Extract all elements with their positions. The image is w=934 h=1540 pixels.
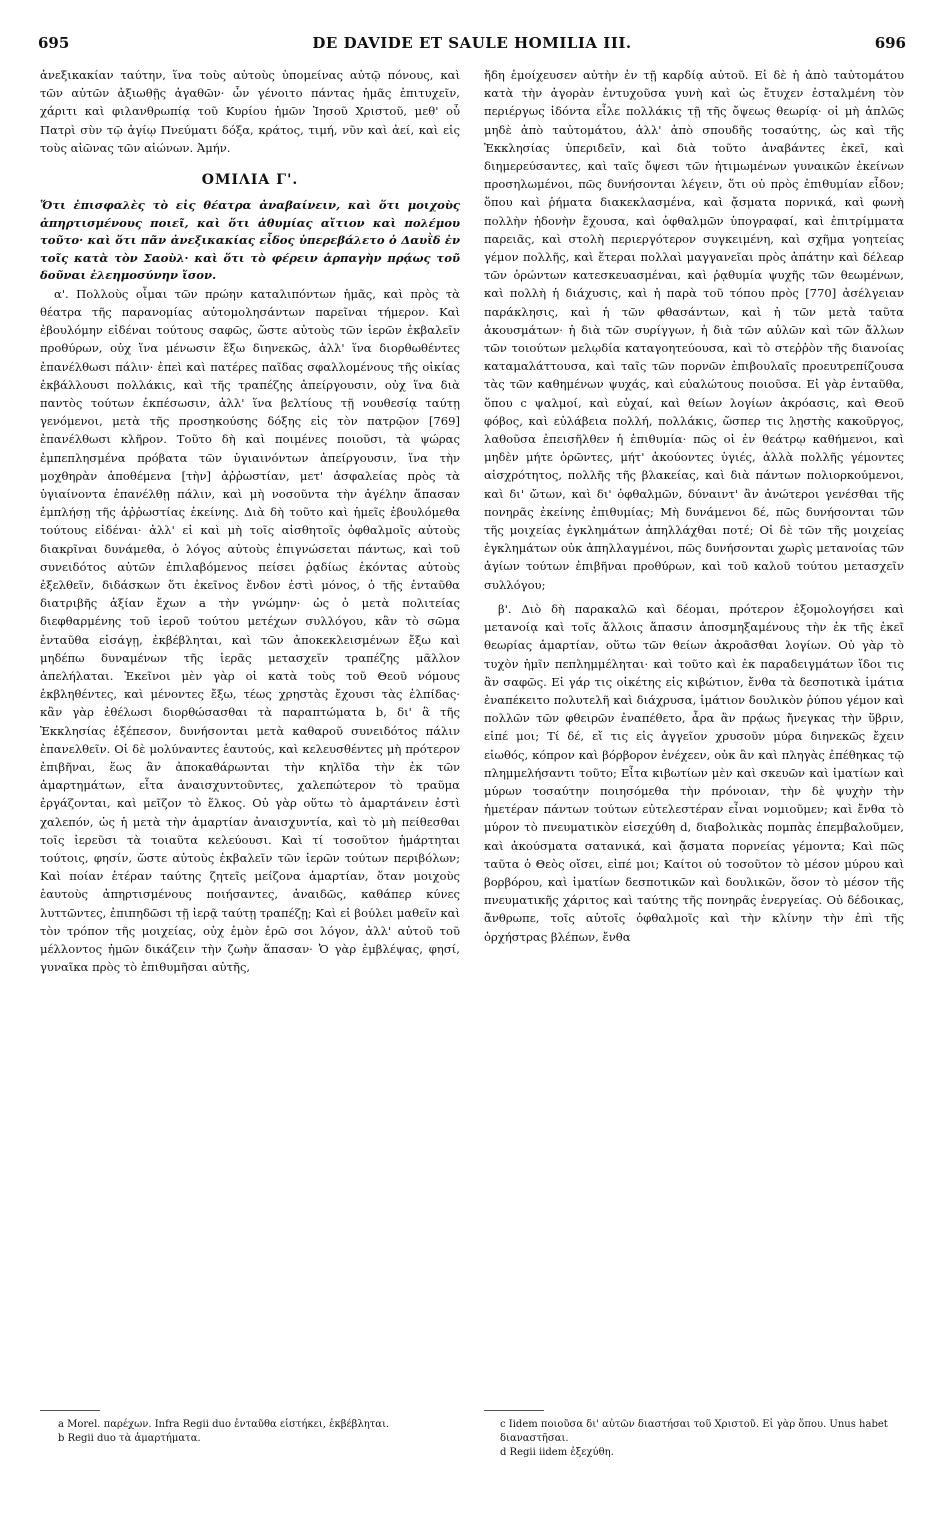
footnotes-right [500,1418,920,1460]
section-alpha: α'. Πολλοὺς οἶμαι τῶν πρώην καταλιπόντων ἡμᾶς, καὶ πρὸς τὰ θέατρα τῆς παρανομίας αὐτομολησάντων παρεῖναι τήμερον. Καὶ ἐβουλόμην εἰδέναι τούτους σαφῶς, ὥστε αὐτοὺς τῶν ἱερῶν ἐκβαλεῖν προθύρων, οὐχ ἵνα μένωσιν ἔξω διηνεκῶς, ἀλλ' ἵνα διορθωθέντες ἐπανέλθωσι πάλιν· ἐπεὶ καὶ πατέρες παῖδας σφαλλομένους τῆς οἰκίας ἐκβάλλουσι πολλάκις, καὶ τῆς τραπέζης ἀπείργουσιν, οὐχ ἵνα διὰ παντὸς τούτων ἐκπέσωσιν, ἀλλ' ἵνα βελτίους τῇ νουθεσίᾳ ταύτῃ γενόμενοι, μετὰ τῆς προσηκούσης δόξης εἰς τὸν πατρῷον [769] ἐπανέλθωσι κλῆρον. Τοῦτο δὴ καὶ ποιμένες ποιοῦσι, τὰ ψώρας ἐμπεπλησμένα πρόβατα τῶν ὑγιαινόντων ἀπείργουσιν, ἵνα τὴν μοχθηρὰν ἀποθέμενα [τὴν] ἀῤῥωστίαν, μετ' ἀσφαλείας πρὸς τὰ ὑγιαίνοντα ἐπανέλθῃ πάλιν, καὶ μὴ νοσοῦντα τὴν ἀγέλην ἅπασαν ἐμπλήσῃ τῆς ἀῤῥωστίας ἐκείνης. Διὰ δὴ τοῦτο καὶ ἡμεῖς ἐβουλόμεθα τούτους εἰδέναι· ἀλλ' εἰ καὶ μὴ τοῖς αἰσθητοῖς ὀφθαλμοῖς αὐτοὺς διακρῖναι δυνάμεθα, ὁ λόγος αὐτοὺς ἐπιγνώσεται πάντως, καὶ τοῦ συνειδότος αὐτῶν ἐπιλαβόμενος πείσει ῥᾳδίως ἑκόντας αὐτοὺς ἐξελθεῖν, διδάσκων ὅτι ἐκεῖνος ἔνδον ἐστὶ μόνος, ὁ τῆς ἐνταῦθα διατριβῆς ἀξίαν ἔχων a τὴν γνώμην· ὡς ὁ μετὰ πολιτείας διεφθαρμένης τοῦ ἱεροῦ τούτου μετέχων συλλόγου, κἂν τὸ σῶμα ἐνταῦθα εἰσάγῃ, ἐκβέβληται, καὶ τῶν ἀποκεκλεισμένων ἔξω καὶ μηδέπω δυναμένων τῆς ἱερᾶς μετασχεῖν τραπέζης μᾶλλον ἀπελήλαται. Ἐκεῖνοι μὲν γὰρ οἱ κατὰ τοὺς τοῦ Θεοῦ νόμους ἐκβληθέντες, καὶ μένοντες ἔξω, τέως χρηστὰς ἔχουσι τὰς ἐλπίδας· κἂν γὰρ ἐθέλωσι διορθώσασθαι τὰ παραπτώματα b, δι' ἃ τῆς Ἐκκλησίας ἐξέπεσον, δυνήσονται μετὰ καθαροῦ συνειδότος πάλιν ἐπανελθεῖν. Οἱ δὲ μολύναντες ἑαυτούς, καὶ κελευσθέντες μὴ πρότερον ἐπιβῆναι, ἕως ἂν ἀποκαθάρωνται τὴν κηλῖδα τὴν ἐκ τῶν ἁμαρτημάτων, εἶτα ἀναισχυντοῦντες, χαλεπώτερον τὸ τραῦμα ἐργάζονται, καὶ μεῖζον τὸ ἕλκος. Οὐ γὰρ οὕτω τὸ ἁμαρτάνειν ἐστὶ χαλεπόν, ὡς ἡ μετὰ τὴν ἁμαρτίαν ἀναισχυντία, καὶ τὸ μὴ πείθεσθαι τοῖς ἱερεῦσι τὰ τοιαῦτα κελεύουσι. Καὶ τί τοσοῦτον ἡμάρτηται τούτοις, φησίν, ὥστε αὐτοὺς ἐκβαλεῖν τῶν ἱερῶν τούτων περιβόλων; Καὶ ποίαν ἑτέραν ταύτης ζητεῖς μείζονα ἁμαρτίαν, ὅταν μοιχοὺς ἑαυτοὺς ἀπηρτισμένους ποιήσαντες, ἀναιδῶς, καθάπερ κύνες λυττῶντες, ἐπιπηδῶσι τῇ ἱερᾷ ταύτῃ τραπέζῃ; Καὶ εἰ βούλει μαθεῖν καὶ τὸν τρόπον τῆς μοιχείας, οὐχ ἐμὸν ἐρῶ σοι λόγον, ἀλλ' αὐτοῦ τοῦ μέλλοντος ἡμῶν δικάζειν τὴν ζωὴν ἅπασαν· Ὁ γὰρ ἐμβλέψας, φησί, γυναῖκα πρὸς τὸ ἐπιθυμῆσαι αὐτῆς, [40,286,460,975]
footnote-rule-left [40,1410,100,1411]
footnote: b Regii duo τὰ ἁμαρτήματα. [58,1433,201,1444]
footnote: c Iidem ποιοῦσα δι' αὐτῶν διαστήσαι τοῦ Χριστοῦ. Εἰ γὰρ ὅπου. Unus habet διαναστῆσαι. [500,1419,888,1444]
footnote: a Morel. παρέχων. Infra Regii duo ἐνταῦθα εἱστήκει, ἐκβέβληται. [58,1419,390,1430]
homily-heading: ΟΜΙΛΙΑ Γ'. [201,172,299,189]
left-column [40,66,460,976]
page-number-right: 696 [874,34,906,52]
continuation-paragraph: ἤδη ἐμοίχευσεν αὐτὴν ἐν τῇ καρδίᾳ αὐτοῦ. Εἰ δὲ ἡ ἀπὸ ταὐτομάτου κατὰ τὴν ἀγορὰν ἐντυχοῦσα γυνὴ καὶ ὡς ἔτυχεν ἐσταλμένη τὸν περιέργως ἰδόντα εἷλε πολλάκις τῇ τῆς ὄψεως θεωρίᾳ· οἱ μὴ ἁπλῶς μηδὲ ἀπὸ ταὐτομάτου, ἀλλ' ἀπὸ σπουδῆς τοσαύτης, ὡς καὶ τῆς Ἐκκλησίας ὑπεριδεῖν, καὶ διὰ τοῦτο ἀναβάντες ἐκεῖ, καὶ διημερεύσαντες, καὶ ταῖς ὄψεσι τῶν ἠτιμωμένων γυναικῶν ἐκείνων προσηλωμένοι, πῶς δυνήσονται λέγειν, ὅτι οὐ πρὸς ἐπιθυμίαν εἶδον; ὅπου καὶ ῥήματα διακεκλασμένα, καὶ ᾄσματα πορνικά, καὶ φωνὴ πολλὴν ἡδονὴν ἔχουσα, καὶ ὀφθαλμῶν ὑπογραφαί, καὶ ἐπιτρίμματα παρειᾶς, καὶ στολὴ περιεργότερον συγκειμένη, καὶ σχῆμα γοητείας γέμον πολλῆς, καὶ ἕτεραι πολλαὶ μαγγανεῖαι πρὸς ἀπάτην καὶ δέλεαρ τῶν ὁρώντων κατεσκευασμέναι, καὶ ῥᾳθυμία ψυχῆς τῶν θεωμένων, καὶ πολλὴ ἡ διάχυσις, καὶ ἡ παρὰ τοῦ τόπου πρὸς [770] ἀσέλγειαν παράκλησις, καὶ ἡ τῶν φθασάντων, καὶ ἡ τῶν μετὰ ταῦτα ἀκουσμάτων· ἡ διὰ τῶν συρίγγων, ἡ διὰ τῶν αὐλῶν καὶ τῶν ἄλλων τῶν τοιούτων μελῳδία καταγοητεύουσα, καὶ τὸ στεῤῥὸν τῆς διανοίας καταμαλάττουσα, καὶ ταῖς τῶν πορνῶν ἐπιβουλαῖς προευτρεπίζουσα τὰς τῶν καθημένων ψυχάς, καὶ εὐαλώτους ποιοῦσα. Εἰ γὰρ ἐνταῦθα, ὅπου c ψαλμοί, καὶ εὐχαί, καὶ θείων λογίων ἀκρόασις, καὶ Θεοῦ φόβος, καὶ εὐλάβεια πολλή, πολλάκις, ὥσπερ τις λῃστὴς κακοῦργος, λαθοῦσα ἐπεισῆλθεν ἡ ἐπιθυμία· πῶς οἱ ἐν θεάτρῳ καθήμενοι, καὶ μηδὲν μήτε ὁρῶντες, μήτ' ἀκούοντες ὑγιές, ἀλλὰ πολλῆς γέμοντες αἰσχρότητος, πολλῆς τῆς βλακείας, καὶ διὰ πάντων πολιορκούμενοι, καὶ δι' ὤτων, καὶ δι' ὀφθαλμῶν, δύναιντ' ἂν ἀνώτεροι γενέσθαι τῆς πονηρᾶς ἐκείνης ἐπιθυμίας; Μὴ δυνάμενοι δέ, πῶς δυνήσονται τῶν τῆς μοιχείας ἐγκλημάτων ἀπηλλάχθαι ποτέ; Οἱ δὲ τῶν τῆς μοιχείας ἐγκλημάτων οὐκ ἀπηλλαγμένοι, πῶς δυνήσονται χωρὶς μετανοίας τῶν ἁγίων τούτων ἐπιβῆναι προθύρων, καὶ τοῦ καλοῦ τούτου μετασχεῖν συλλόγου; [484,68,904,592]
section-beta: β'. Διὸ δὴ παρακαλῶ καὶ δέομαι, πρότερον ἐξομολογήσει καὶ μετανοίᾳ καὶ τοῖς ἄλλοις ἅπασιν ἀποσμηξαμένους τὴν ἐκ τῆς ἐκεῖ θεωρίας ἁμαρτίαν, οὕτω τῶν θείων ἀκροᾶσθαι λογίων. Οὐ γὰρ τὸ τυχὸν ἡμῖν πεπλημμέληται· καὶ τοῦτο καὶ ἐκ παραδειγμάτων ἴδοι τις ἂν σαφῶς. Εἰ γάρ τις οἰκέτης εἰς κιβώτιον, ἔνθα τὰ δεσποτικὰ ἱμάτια ἐναπέκειτο πολυτελῆ καὶ διάχρυσα, ἱμάτιον δουλικὸν ῥύπου γέμον καὶ πολλῶν τῶν φθειρῶν ἐναπέθετο, ἆρα ἂν πρᾴως ἤνεγκας τὴν ὕβριν, εἰπέ μοι; Τί δέ, εἴ τις εἰς ἀγγεῖον χρυσοῦν μύρα διηνεκῶς ἔχειν εἰωθός, κόπρον καὶ βόρβορον ἐνέχεεν, οὐκ ἂν καὶ πληγὰς ἐπέθηκας τῷ πλημμελήσαντι τοῦτο; Εἶτα κιβωτίων μὲν καὶ σκευῶν καὶ ἱματίων καὶ μύρων τοσαύτην ποιησόμεθα τὴν πρόνοιαν, τὴν δὲ ψυχὴν τὴν ἡμετέραν πάντων τούτων εὐτελεστέραν εἶναι νομιοῦμεν; καὶ ἔνθα τὸ μύρον τὸ πνευματικὸν εἰσεχύθη d, διαβολικὰς πομπὰς ἐπεμβαλοῦμεν, καὶ ἀκούσματα σατανικά, καὶ ᾄσματα πορνείας γέμοντα; Καὶ πῶς ταῦτα ὁ Θεὸς οἴσει, εἰπέ μοι; Καίτοι οὐ τοσοῦτον τὸ μέσον μύρου καὶ βορβόρου, καὶ ἱματίων δεσποτικῶν καὶ δουλικῶν, ὅσον τὸ μέσον τῆς πνευματικῆς χάριτος καὶ ταύτης τῆς πονηρᾶς ἐνεργείας. Οὐ δέδοικας, ἄνθρωπε, τοῖς αὐτοῖς ὀφθαλμοῖς καὶ τὴν κλίνην τὴν ἐπὶ τῆς ὀρχήστρας βλέπων, ἔνθα [484,601,904,944]
footnote-rule-right [484,1410,544,1411]
right-column [484,66,904,946]
page-header [38,34,906,56]
footnotes-left [58,1418,478,1446]
footnote: d Regii iidem ἐξεχύθη. [500,1447,614,1458]
homily-summary: Ὅτι ἐπισφαλὲς τὸ εἰς θέατρα ἀναβαίνειν, καὶ ὅτι μοιχοὺς ἀπηρτισμένους ποιεῖ, καὶ ὅτι ἀθυμίας αἴτιον καὶ πολέμου τοῦτο· καὶ ὅτι πᾶν ἀνεξικακίας εἶδος ὑπερεβάλετο ὁ Δαυῒδ ἐν τοῖς κατὰ τὸν Σαοὺλ· καὶ ὅτι τὸ φέρειν ἁρπαγὴν πρᾴως τοῦ δοῦναι ἐλεημοσύνην ἴσον. [40,198,460,283]
running-title: DE DAVIDE ET SAULE HOMILIA III. [312,34,632,52]
page-number-left: 695 [38,34,70,52]
intro-paragraph: ἀνεξικακίαν ταύτην, ἵνα τοὺς αὐτοὺς ὑπομείνας αὐτῷ πόνους, καὶ τῶν αὐτῶν ἀξιωθῇς ἀγαθῶν· ὧν γένοιτο πάντας ἡμᾶς ἐπιτυχεῖν, χάριτι καὶ φιλανθρωπίᾳ τοῦ Κυρίου ἡμῶν Ἰησοῦ Χριστοῦ, μεθ' οὗ Πατρὶ σὺν τῷ ἁγίῳ Πνεύματι δόξα, κράτος, τιμή, νῦν καὶ ἀεί, καὶ εἰς τοὺς αἰῶνας τῶν αἰώνων. Ἀμήν. [40,68,460,155]
